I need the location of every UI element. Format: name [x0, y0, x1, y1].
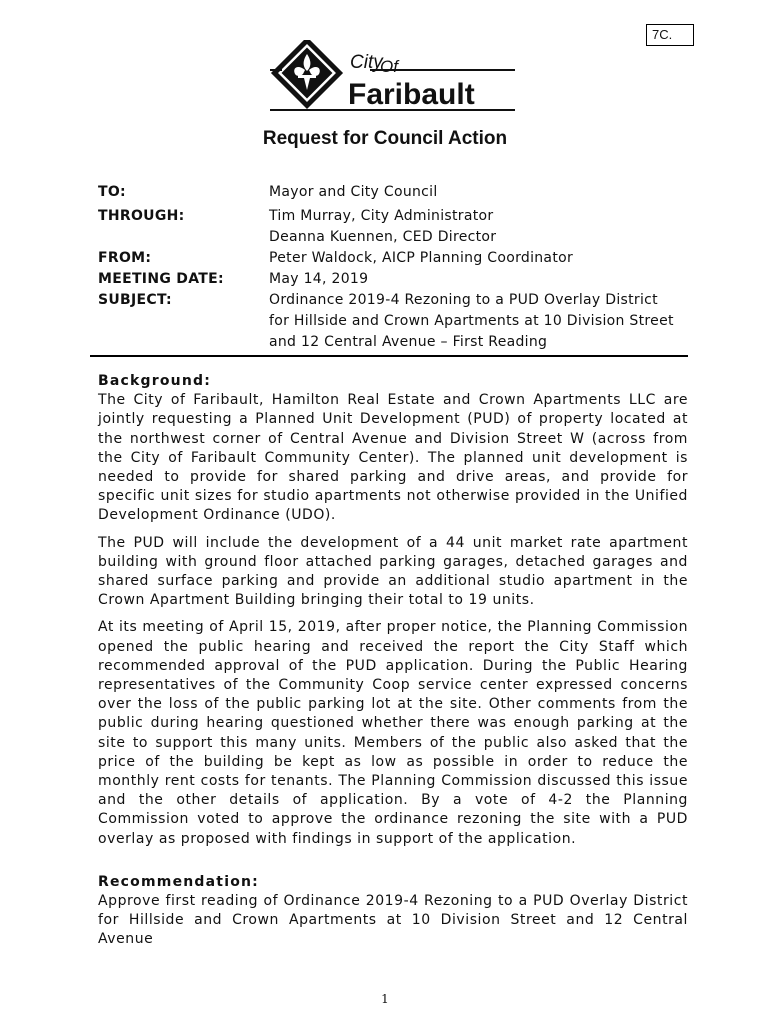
from-value: Peter Waldock, AICP Planning Coordinator: [269, 250, 574, 266]
background-paragraph-3: At its meeting of April 15, 2019, after proper notice, the Planning Commission opened the public hearing and received the report the City Staff which recommended approval of the PUD application. During the Public Hearing representatives of the Community Coop service center expressed concerns over the loss of the public parking lot at the site. Other comments from the public during hearing questioned whether there was enough parking at the site to support this many units. Members of the public also asked that the price of the building be kept as low as possible in order to reduce the monthly rent costs for tenants. The Planning Commission discussed this issue and the other details of application. By a vote of 4-2 the Planning Commission voted to approve the ordinance rezoning the site with a PUD overlay as proposed with findings in support of the application.: [98, 619, 688, 847]
to-value: Mayor and City Council: [269, 184, 438, 200]
subject-line-3: and 12 Central Avenue – First Reading: [269, 334, 548, 350]
meeting-date-value: May 14, 2019: [269, 271, 369, 287]
background-paragraph-2: The PUD will include the development of a 44 unit market rate apartment building with ground floor attached parking garages, detached garages and shared surface parking and provide an additional studio apartment in the Crown Apartment Building bringing their total to 19 units.: [98, 534, 688, 609]
subject-line-2: for Hillside and Crown Apartments at 10 Division Street: [269, 313, 674, 329]
agenda-item-box: 7C.: [646, 24, 694, 46]
from-label: FROM:: [98, 250, 152, 266]
logo-of-text: Of: [380, 57, 398, 76]
logo-faribault-text: Faribault: [348, 78, 475, 111]
city-logo: [270, 40, 520, 124]
through-value-2: Deanna Kuennen, CED Director: [269, 229, 497, 245]
document-body: [98, 372, 688, 958]
page-number: 1: [381, 992, 389, 1006]
page-title: Request for Council Action: [262, 128, 508, 149]
meeting-date-label: MEETING DATE:: [98, 271, 224, 287]
header-divider: [90, 355, 688, 357]
background-paragraph-1: The City of Faribault, Hamilton Real Estate and Crown Apartments LLC are jointly requesting a Planned Unit Development (PUD) of property located at the northwest corner of Central Avenue and Division Street W (across from the City of Faribault Community Center). The planned unit development is needed to provide for shared parking and drive areas, and provide for specific unit sizes for studio apartments not otherwise provided in the Unified Development Ordinance (UDO).: [98, 392, 688, 524]
recommendation-text: Approve first reading of Ordinance 2019-4 Rezoning to a PUD Overlay District for Hillside and Crown Apartments at 10 Division Street and 12 Central Avenue: [98, 893, 688, 948]
subject-label: SUBJECT:: [98, 292, 172, 308]
memo-header: [98, 182, 698, 353]
subject-line-1: Ordinance 2019-4 Rezoning to a PUD Overlay District: [269, 292, 658, 308]
through-label: THROUGH:: [98, 208, 185, 224]
through-value-1: Tim Murray, City Administrator: [269, 208, 494, 224]
to-label: TO:: [98, 184, 126, 200]
logo-city-text: City: [350, 52, 383, 73]
background-heading: Background:: [98, 373, 212, 389]
recommendation-heading: Recommendation:: [98, 873, 259, 890]
fleur-de-lis-icon: [274, 40, 339, 105]
